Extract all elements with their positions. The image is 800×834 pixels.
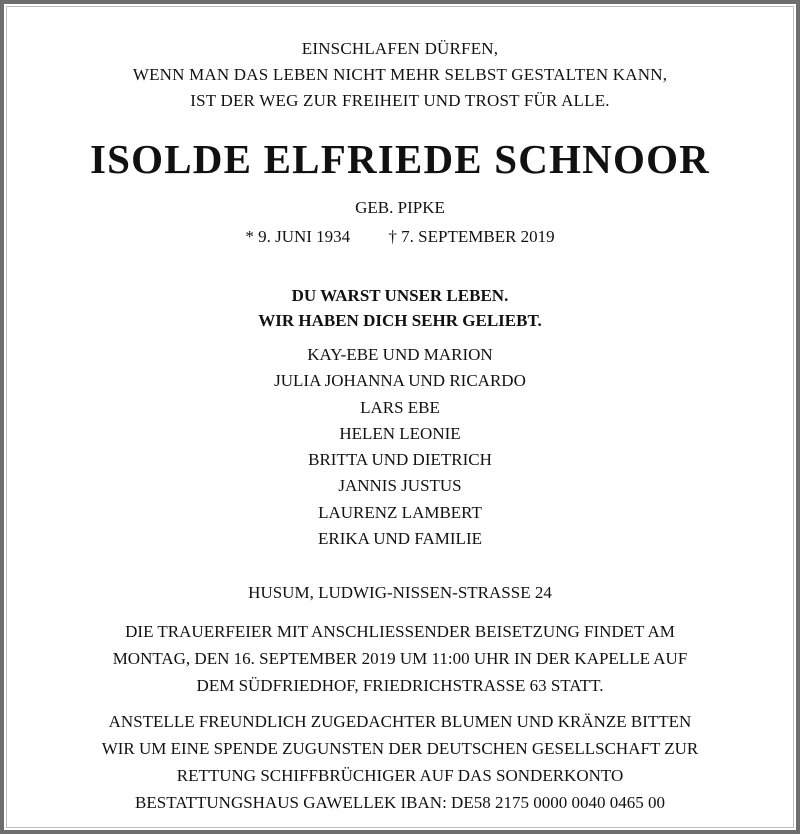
donation-line: WIR UM EINE SPENDE ZUGUNSTEN DER DEUTSCHEN GESELLSCHAFT ZUR <box>101 739 699 758</box>
motto-line: WENN MAN DAS LEBEN NICHT MEHR SELBST GESTALTEN KANN, <box>132 65 668 84</box>
family-address: HUSUM, LUDWIG-NISSEN-STRASSE 24 <box>248 583 552 602</box>
dedication-line: WIR HABEN DICH SEHR GELIEBT. <box>258 311 542 330</box>
birth-name: GEB. PIPKE <box>355 198 445 217</box>
service-line: DIE TRAUERFEIER MIT ANSCHLIESSENDER BEISETZUNG FINDET AM <box>125 622 675 641</box>
mourner: ERIKA UND FAMILIE <box>317 529 482 549</box>
mourner: BRITTA UND DIETRICH <box>308 450 492 470</box>
service-line: DEM SÜDFRIEDHOF, FRIEDRICHSTRASSE 63 STATT. <box>196 676 604 695</box>
donation-line: BESTATTUNGSHAUS GAWELLEK IBAN: DE58 2175 0000 0040 0465 00 <box>135 793 665 812</box>
mourner-list <box>8 342 792 552</box>
birth-date: * 9. JUNI 1934 <box>245 227 351 246</box>
motto-line: IST DER WEG ZUR FREIHEIT UND TROST FÜR ALLE. <box>190 91 610 110</box>
dedication-line: DU WARST UNSER LEBEN. <box>291 286 509 305</box>
mourner: LAURENZ LAMBERT <box>318 502 482 522</box>
donation-line: ANSTELLE FREUNDLICH ZUGEDACHTER BLUMEN UND KRÄNZE BITTEN <box>108 712 692 731</box>
donation-line: RETTUNG SCHIFFBRÜCHIGER AUF DAS SONDERKONTO <box>176 766 624 785</box>
mourner: JULIA JOHANNA UND RICARDO <box>274 371 526 391</box>
motto-line: EINSCHLAFEN DÜRFEN, <box>301 39 499 58</box>
mourner: LARS EBE <box>360 397 440 417</box>
deceased-name: ISOLDE ELFRIEDE SCHNOOR <box>90 136 710 182</box>
mourner: HELEN LEONIE <box>339 423 461 443</box>
mourner: KAY-EBE UND MARION <box>307 345 493 364</box>
life-dates <box>8 225 792 249</box>
service-notice <box>8 618 792 699</box>
mourner: JANNIS JUSTUS <box>338 476 462 496</box>
donation-notice <box>8 708 792 816</box>
death-date: † 7. SEPTEMBER 2019 <box>388 227 555 246</box>
dedication <box>8 283 792 333</box>
service-line: MONTAG, DEN 16. SEPTEMBER 2019 UM 11:00 UHR IN DER KAPELLE AUF <box>112 649 688 668</box>
motto <box>8 36 792 114</box>
